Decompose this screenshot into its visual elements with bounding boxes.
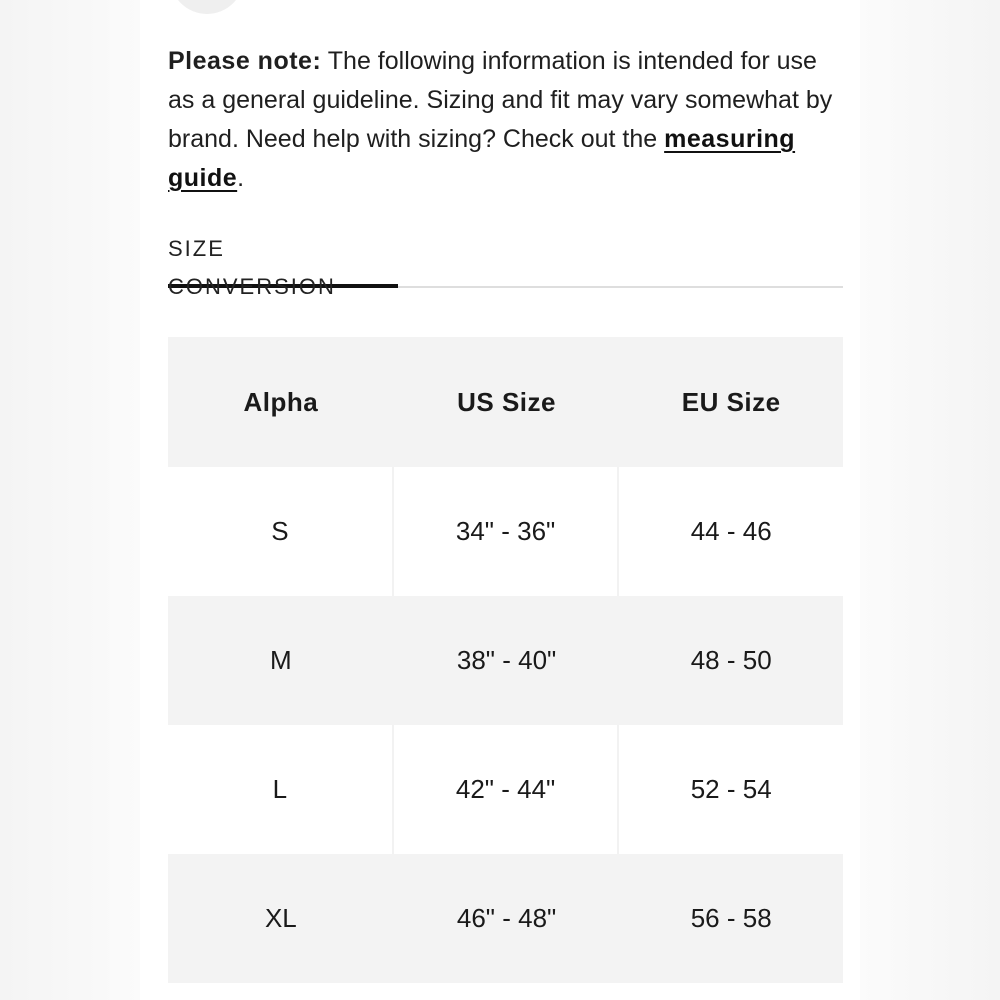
table-cell: 56 - 58 bbox=[619, 854, 843, 983]
table-cell: 52 - 54 bbox=[619, 725, 843, 854]
table-cell: 46" - 48" bbox=[394, 854, 620, 983]
table-cell: 44 - 46 bbox=[619, 467, 843, 596]
table-row bbox=[168, 467, 843, 596]
size-chart-panel bbox=[140, 0, 860, 1000]
close-button[interactable] bbox=[170, 0, 244, 14]
table-cell: L bbox=[168, 725, 394, 854]
table-row bbox=[168, 596, 843, 725]
table-cell: 34" - 36" bbox=[394, 467, 620, 596]
note-lead: Please note: bbox=[168, 47, 322, 75]
note-body: The following information is intended for use as a general guideline. Sizing and fit may vary somewhat by brand. Need help with sizing? Check out the bbox=[168, 47, 833, 153]
table-row bbox=[168, 854, 843, 983]
table-cell: 42" - 44" bbox=[394, 725, 620, 854]
note-tail: . bbox=[237, 164, 245, 192]
right-backdrop bbox=[860, 0, 1000, 1000]
size-conversion-table bbox=[168, 337, 843, 983]
table-cell: XL bbox=[168, 854, 394, 983]
table-cell: 38" - 40" bbox=[394, 596, 620, 725]
tab-bar bbox=[168, 230, 843, 299]
column-header: EU Size bbox=[619, 337, 843, 467]
tab-size-conversion[interactable]: SIZE CONVERSION bbox=[168, 230, 398, 288]
table-row bbox=[168, 725, 843, 854]
table-cell: 48 - 50 bbox=[619, 596, 843, 725]
table-header-row bbox=[168, 337, 843, 467]
column-header: Alpha bbox=[168, 337, 394, 467]
table-cell: S bbox=[168, 467, 394, 596]
sizing-note bbox=[168, 42, 848, 198]
column-header: US Size bbox=[394, 337, 620, 467]
left-backdrop bbox=[0, 0, 140, 1000]
measuring-guide-link[interactable]: measuring guide bbox=[168, 125, 796, 192]
table-cell: M bbox=[168, 596, 394, 725]
